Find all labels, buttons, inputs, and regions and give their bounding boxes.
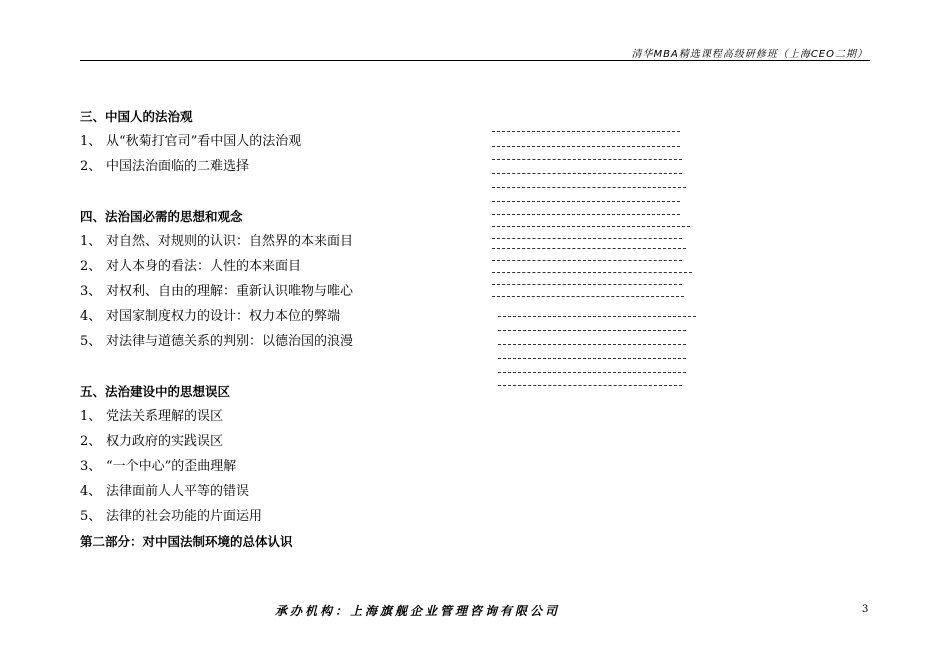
outline-content bbox=[80, 104, 500, 554]
note-line bbox=[498, 316, 696, 317]
list-item: 2、 中国法治面临的二难选择 bbox=[80, 159, 250, 174]
list-item: 4、 对国家制度权力的设计：权力本位的弊端 bbox=[80, 309, 341, 324]
header-rule bbox=[80, 60, 870, 61]
section-heading: 四、法治国必需的思想和观念 bbox=[80, 209, 243, 224]
section-heading: 五、法治建设中的思想误区 bbox=[80, 384, 231, 399]
note-line bbox=[492, 146, 680, 147]
list-item: 4、 法律面前人人平等的错误 bbox=[80, 484, 250, 499]
note-line bbox=[492, 201, 680, 202]
note-line bbox=[492, 226, 690, 227]
footer-organizer: 承办机构：上海旗舰企业管理咨询有限公司 bbox=[275, 604, 561, 618]
list-item: 1、 党法关系理解的误区 bbox=[80, 409, 224, 424]
list-item: 1、 对自然、对规则的认识：自然界的本来面目 bbox=[80, 234, 354, 249]
note-line bbox=[498, 372, 686, 373]
list-item: 5、 对法律与道德关系的判别：以德治国的浪漫 bbox=[80, 334, 354, 349]
note-line bbox=[492, 131, 680, 132]
note-line bbox=[492, 296, 684, 297]
note-line bbox=[498, 330, 686, 331]
list-item: 3、 对权利、自由的理解：重新认识唯物与唯心 bbox=[80, 284, 354, 299]
note-line bbox=[498, 385, 682, 386]
note-line bbox=[492, 187, 686, 188]
list-item: 5、 法律的社会功能的片面运用 bbox=[80, 509, 263, 524]
note-line bbox=[492, 260, 682, 261]
page-number: 3 bbox=[862, 604, 869, 615]
section-heading: 三、中国人的法治观 bbox=[80, 109, 193, 124]
list-item: 2、 权力政府的实践误区 bbox=[80, 434, 224, 449]
note-line bbox=[492, 272, 692, 273]
note-line bbox=[492, 159, 682, 160]
note-line bbox=[492, 214, 680, 215]
header-title: 清华MBA精选课程高级研修班（上海CEO二期） bbox=[631, 49, 868, 60]
note-line bbox=[498, 344, 686, 345]
note-line bbox=[492, 248, 686, 249]
part-heading: 第二部分：对中国法制环境的总体认识 bbox=[80, 534, 293, 549]
note-line bbox=[492, 173, 682, 174]
list-item: 3、 “一个中心”的歪曲理解 bbox=[80, 459, 237, 474]
note-line bbox=[498, 358, 686, 359]
note-line bbox=[492, 238, 682, 239]
list-item: 1、 从“秋菊打官司”看中国人的法治观 bbox=[80, 134, 302, 149]
note-line bbox=[492, 284, 682, 285]
list-item: 2、 对人本身的看法：人性的本来面目 bbox=[80, 259, 302, 274]
